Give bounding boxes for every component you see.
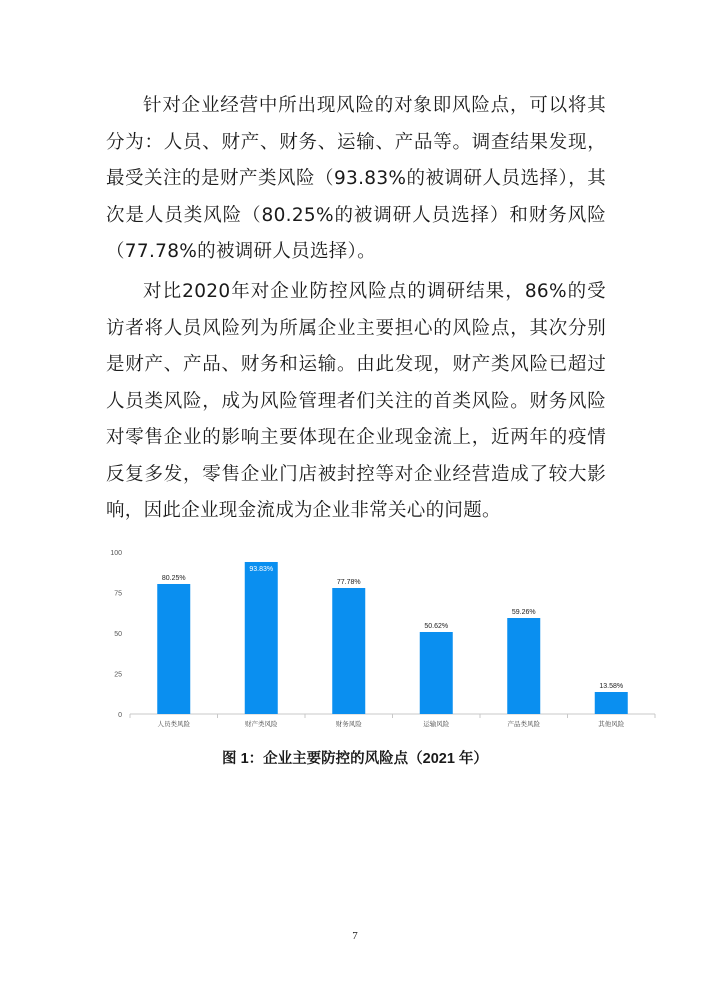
data-label: 80.25%	[161, 574, 186, 582]
bar-2	[245, 562, 278, 714]
data-label: 77.78%	[336, 578, 361, 586]
bar-1	[157, 584, 190, 714]
bar-5	[507, 618, 540, 714]
x-tick-label: 产品类风险	[507, 721, 540, 728]
bar-6	[595, 692, 628, 714]
x-tick-label: 运输风险	[423, 721, 450, 728]
y-tick-label: 50	[114, 631, 122, 638]
data-label: 50.62%	[424, 622, 449, 630]
data-label: 93.83%	[249, 565, 274, 573]
x-tick-label: 财产类风险	[245, 721, 278, 728]
data-label: 13.58%	[599, 683, 624, 691]
paragraph-2: 对比2020年对企业防控风险点的调研结果，86%的受访者将人员风险列为所属企业主要担心的风险点，其次分别是财产、产品、财务和运输。由此发现，财产类风险已超过人员类风险，成为风险管理者们关注的首类风险。财务风险对零售企业的影响主要体现在企业现金流上，近两年的疫情反复多发，零售企业门店被封控等对企业经营造成了较大影响，因此企业现金流成为企业非常关心的问题。	[106, 281, 606, 521]
paragraph-1: 针对企业经营中所出现风险的对象即风险点，可以将其分为：人员、财产、财务、运输、产品等。调查结果发现，最受关注的是财产类风险（93.83%的被调研人员选择），其次是人员类风险（80.25%的被调研人员选择）和财务风险（77.78%的被调研人员选择）。	[106, 95, 606, 262]
page-number: 7	[352, 930, 358, 942]
y-tick-label: 0	[118, 712, 122, 719]
y-tick-label: 75	[114, 590, 122, 598]
x-tick-label: 财务风险	[335, 721, 362, 728]
bar-3	[332, 588, 365, 714]
x-tick-label: 其他风险	[598, 721, 625, 728]
y-tick-label: 100	[110, 550, 122, 557]
y-tick-label: 25	[114, 671, 122, 679]
x-tick-label: 人员类风险	[157, 721, 190, 728]
bar-4	[420, 632, 453, 714]
figure-caption: 图 1：企业主要防控的风险点（2021 年）	[222, 751, 488, 767]
data-label: 59.26%	[511, 608, 536, 616]
risk-bar-chart	[100, 540, 660, 740]
